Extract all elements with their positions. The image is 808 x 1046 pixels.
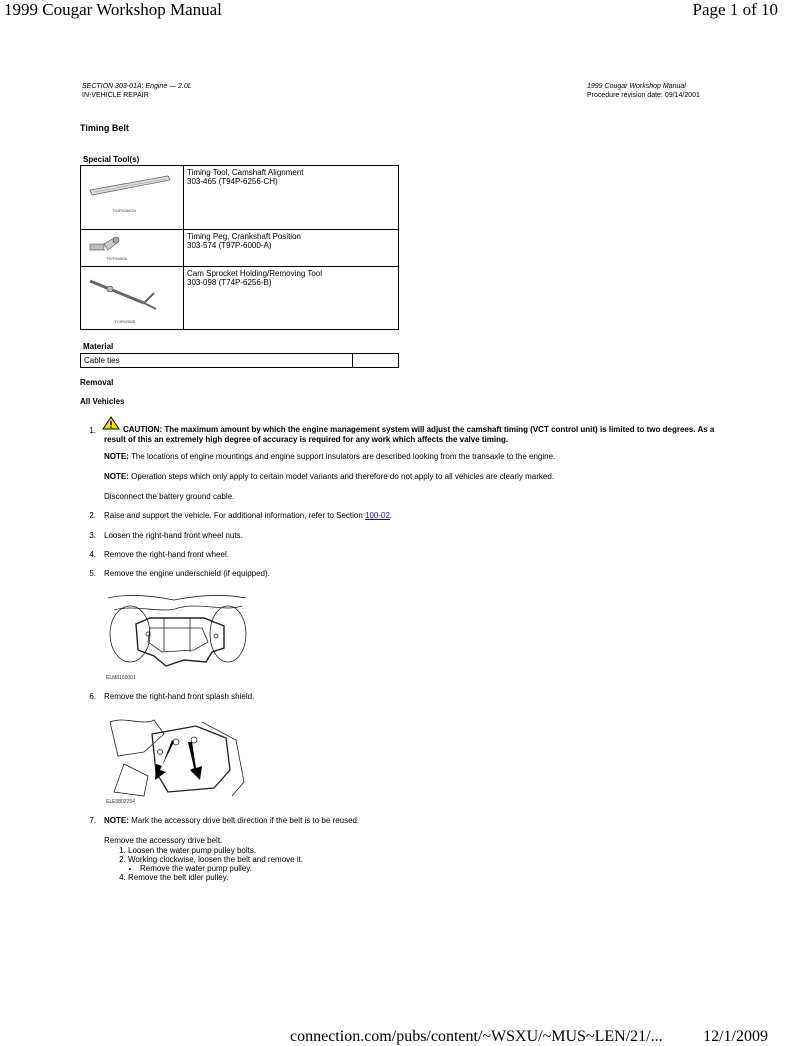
tool-code: 303-574 (T97P-6000-A) xyxy=(187,241,272,250)
print-header-title: 1999 Cougar Workshop Manual xyxy=(4,0,222,19)
step-text: Disconnect the battery ground cable. xyxy=(104,492,235,501)
step-number: 1. xyxy=(89,426,96,435)
material-row xyxy=(81,354,399,368)
special-tools-table xyxy=(80,165,399,330)
splash-shield-illustration xyxy=(104,712,250,806)
figure-label: ELE0802254 xyxy=(106,799,135,805)
step-text xyxy=(104,511,392,521)
note-label: NOTE: xyxy=(104,452,129,461)
step-text: Remove the engine underschield (if equipped). xyxy=(104,569,270,578)
step-number: 3. xyxy=(89,531,96,540)
step-block xyxy=(104,836,404,882)
crankshaft-timing-peg-icon xyxy=(84,232,172,262)
tool-image-label: T94P6256CH xyxy=(112,208,137,213)
section-link[interactable]: 100-02 xyxy=(365,511,390,520)
substep-list xyxy=(104,873,404,882)
tool-row xyxy=(81,230,399,267)
removal-heading: Removal xyxy=(80,378,114,387)
tool-name: Timing Tool, Camshaft Alignment xyxy=(187,168,304,177)
doc-subsection: IN-VEHICLE REPAIR xyxy=(82,92,149,99)
print-header-page: Page 1 of 10 xyxy=(692,0,778,19)
material-spec xyxy=(353,354,399,368)
tool-image-label: T97P6000A xyxy=(106,256,128,261)
step-text: Remove the accessory drive belt. xyxy=(104,836,223,845)
doc-revision: Procedure revision date: 09/14/2001 xyxy=(587,92,700,99)
material-heading: Material xyxy=(83,342,114,351)
step-number: 5. xyxy=(89,569,96,578)
print-footer-url: connection.com/pubs/content/~WSXU/~MUS~LEN/21/... xyxy=(290,1028,663,1045)
substep-item: 1. Loosen the water pump pulley bolts. xyxy=(128,846,404,855)
substep-item: 2. Working clockwise, loosen the belt and remove it. xyxy=(128,855,404,864)
step-text: Remove the right-hand front splash shield. xyxy=(104,692,255,701)
note-text: Mark the accessory drive belt direction if the belt is to be reused. xyxy=(128,816,360,825)
material-item: Cable ties xyxy=(81,354,353,368)
note-text: The locations of engine mountings and engine support insulators are described looking from the transaxle to the engine. xyxy=(128,452,556,461)
special-tools-heading: Special Tool(s) xyxy=(83,155,140,164)
print-footer-date: 12/1/2009 xyxy=(703,1028,768,1045)
camshaft-alignment-tool-icon xyxy=(84,168,172,224)
material-table xyxy=(80,353,399,368)
step-note xyxy=(104,452,724,462)
note-text: Operation steps which only apply to certain model variants and therefore do not apply to all vehicles are clearly marked. xyxy=(128,472,555,481)
tool-name: Timing Peg, Crankshaft Position xyxy=(187,232,301,241)
tool-image-cell xyxy=(81,267,184,330)
step-text: Loosen the right-hand front wheel nuts. xyxy=(104,531,243,540)
step-text-main: Raise and support the vehicle. For additional information, refer to Section xyxy=(104,511,366,520)
figure-label: ELM8160001 xyxy=(106,675,136,681)
tool-row xyxy=(81,267,399,330)
step-note xyxy=(104,816,359,826)
substep-list xyxy=(104,846,404,864)
tool-row xyxy=(81,166,399,230)
doc-manual: 1999 Cougar Workshop Manual xyxy=(587,83,686,90)
step-number: 7. xyxy=(89,816,96,825)
step-text: Remove the right-hand front wheel. xyxy=(104,550,229,559)
step-text-after: . xyxy=(389,511,393,520)
doc-section: SECTION 303-01A: Engine — 2.0L xyxy=(82,83,192,90)
engine-underschield-illustration xyxy=(104,590,250,682)
note-label: NOTE: xyxy=(104,472,129,481)
bullet-list xyxy=(104,864,404,873)
tool-image-cell xyxy=(81,230,184,267)
step-number: 4. xyxy=(89,550,96,559)
tool-image-cell xyxy=(81,166,184,230)
tool-name: Cam Sprocket Holding/Removing Tool xyxy=(187,269,323,278)
tool-image-label: T74P6256B xyxy=(114,319,136,324)
note-label: NOTE: xyxy=(104,816,129,825)
bullet-item: • Remove the water pump pulley. xyxy=(140,864,404,873)
page-title: Timing Belt xyxy=(80,123,129,133)
substep-item: 4. Remove the belt idler pulley. xyxy=(128,873,404,882)
all-vehicles-heading: All Vehicles xyxy=(80,397,125,406)
step-note xyxy=(104,472,724,482)
tool-code: 303-465 (T94P-6256-CH) xyxy=(187,177,278,186)
caution-text: CAUTION: The maximum amount by which the engine management system will adjust the camshaft timing (VCT control unit) is limited to two degrees. As a result of this an extremely high degree of accuracy is required for any work which affects the valve timing. xyxy=(104,425,715,444)
step-number: 2. xyxy=(89,511,96,520)
step-number: 6. xyxy=(89,692,96,701)
cam-sprocket-holding-tool-icon xyxy=(84,269,172,325)
tool-code: 303-098 (T74P-6256-B) xyxy=(187,278,272,287)
